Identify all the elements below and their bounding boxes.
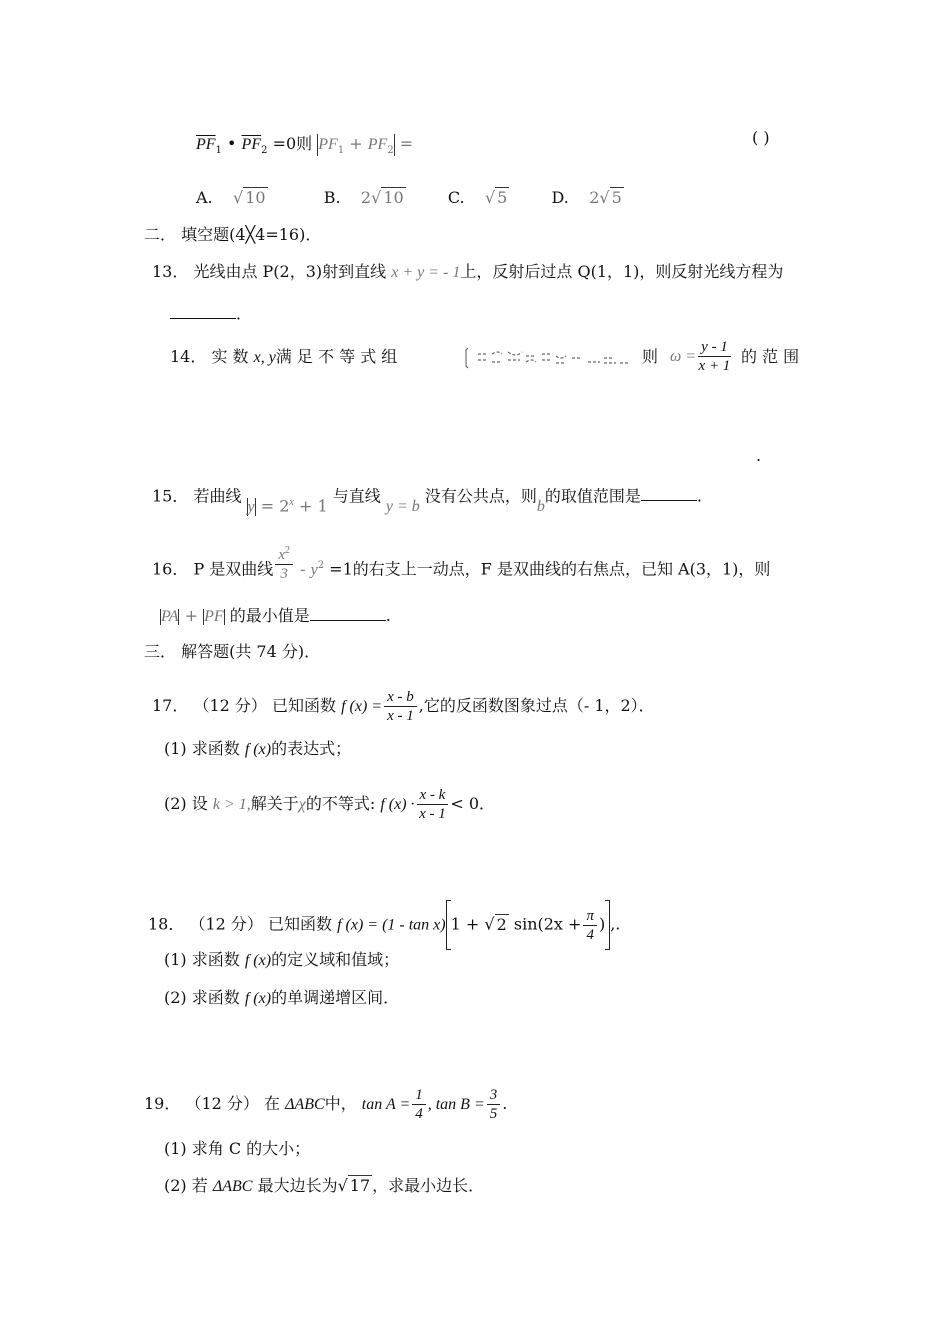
- question-17: 17． （12 分） 已知函数 f (x) = $\frac{x - b}{x - 1}$ ,它的反函数图象过点（- 1，2）．: [152, 689, 655, 724]
- option-d[interactable]: D. 2√ 5: [551, 188, 622, 207]
- question-19: 19． （12 分） 在 ΔABC中， tan A = $\frac{1}{4}$ , tan B = $\frac{3}{5}$ .: [144, 1087, 508, 1122]
- option-a[interactable]: A. √ 10: [196, 188, 266, 207]
- option-c[interactable]: C. √ 5: [447, 188, 508, 207]
- question-19-part-1: (1) 求角 C 的大小；: [164, 1139, 311, 1158]
- question-14-range: 的 范 围: [741, 347, 800, 366]
- question-14-tail: 则: [642, 347, 659, 366]
- option-b[interactable]: B. 2√ 10: [323, 188, 404, 207]
- question-18-part-2: (2) 求函数 f (x)的单调递增区间．: [164, 988, 400, 1007]
- answer-blank-13[interactable]: ．: [170, 302, 252, 325]
- section-solutions: 三． 解答题(共 74 分)．: [144, 642, 321, 661]
- question-16-tail: PA + PF 的最小值是 .: [161, 606, 391, 625]
- vector-pf1: $\overline{PF}$: [196, 136, 216, 153]
- question-18-part-1: (1) 求函数 f (x)的定义域和值域；: [164, 950, 400, 969]
- answer-paren: ( ): [752, 128, 770, 147]
- section-fill-in: 二． 填空题(4╳4=16)．: [144, 225, 322, 244]
- question-18: 18． （12 分） 已知函数 f (x) = (1 - tan x) 1 + √ 2 sin(2x + $\frac{\pi}{4}$ ) ,.: [148, 900, 620, 950]
- question-13: 13． 光线由点 P(2，3)射到直线 x + y = - 1上，反射后过点 Q(1，1)，则反射光线方程为: [152, 262, 784, 281]
- answer-blank-15[interactable]: [641, 484, 697, 501]
- q12-condition: $\overline{PF}_1$ • $\overline{PF}_2 =0$则 $PF_1 + PF_2$ =: [196, 134, 414, 157]
- answer-blank-14[interactable]: .: [756, 446, 762, 465]
- vector-pf2: $\overline{PF}$: [241, 136, 262, 153]
- question-17-part-2: (2) 设 k > 1,解关于χ的不等式: f (x) · $\frac{x - k}{x - 1}$ < 0．: [164, 787, 496, 822]
- garbled-formula-icon: [464, 346, 634, 370]
- question-15: 15． 若曲线 $y = 2^x + 1$ 与直线 y = b 没有公共点，则b的取值范围是 .: [152, 486, 702, 516]
- q12-options: [196, 187, 624, 209]
- answer-blank-16[interactable]: [310, 604, 386, 621]
- omega-fraction: ω = $\frac{y - 1}{x + 1}$: [670, 339, 731, 374]
- inequality-system-image: [464, 346, 634, 370]
- question-19-part-2: (2) 若 ΔABC 最大边长为√ 17 ，求最小边长．: [164, 1176, 485, 1195]
- question-14: 14． 实 数 x, y满 足 不 等 式 组: [170, 347, 398, 366]
- question-16: 16． P 是双曲线 $\frac{x^2}{3}$ - $y^2 =1$的右支上一动点，F 是双曲线的右焦点，已知 A(3，1)，则: [152, 555, 770, 583]
- question-17-part-1: (1) 求函数 f (x)的表达式；: [164, 739, 352, 758]
